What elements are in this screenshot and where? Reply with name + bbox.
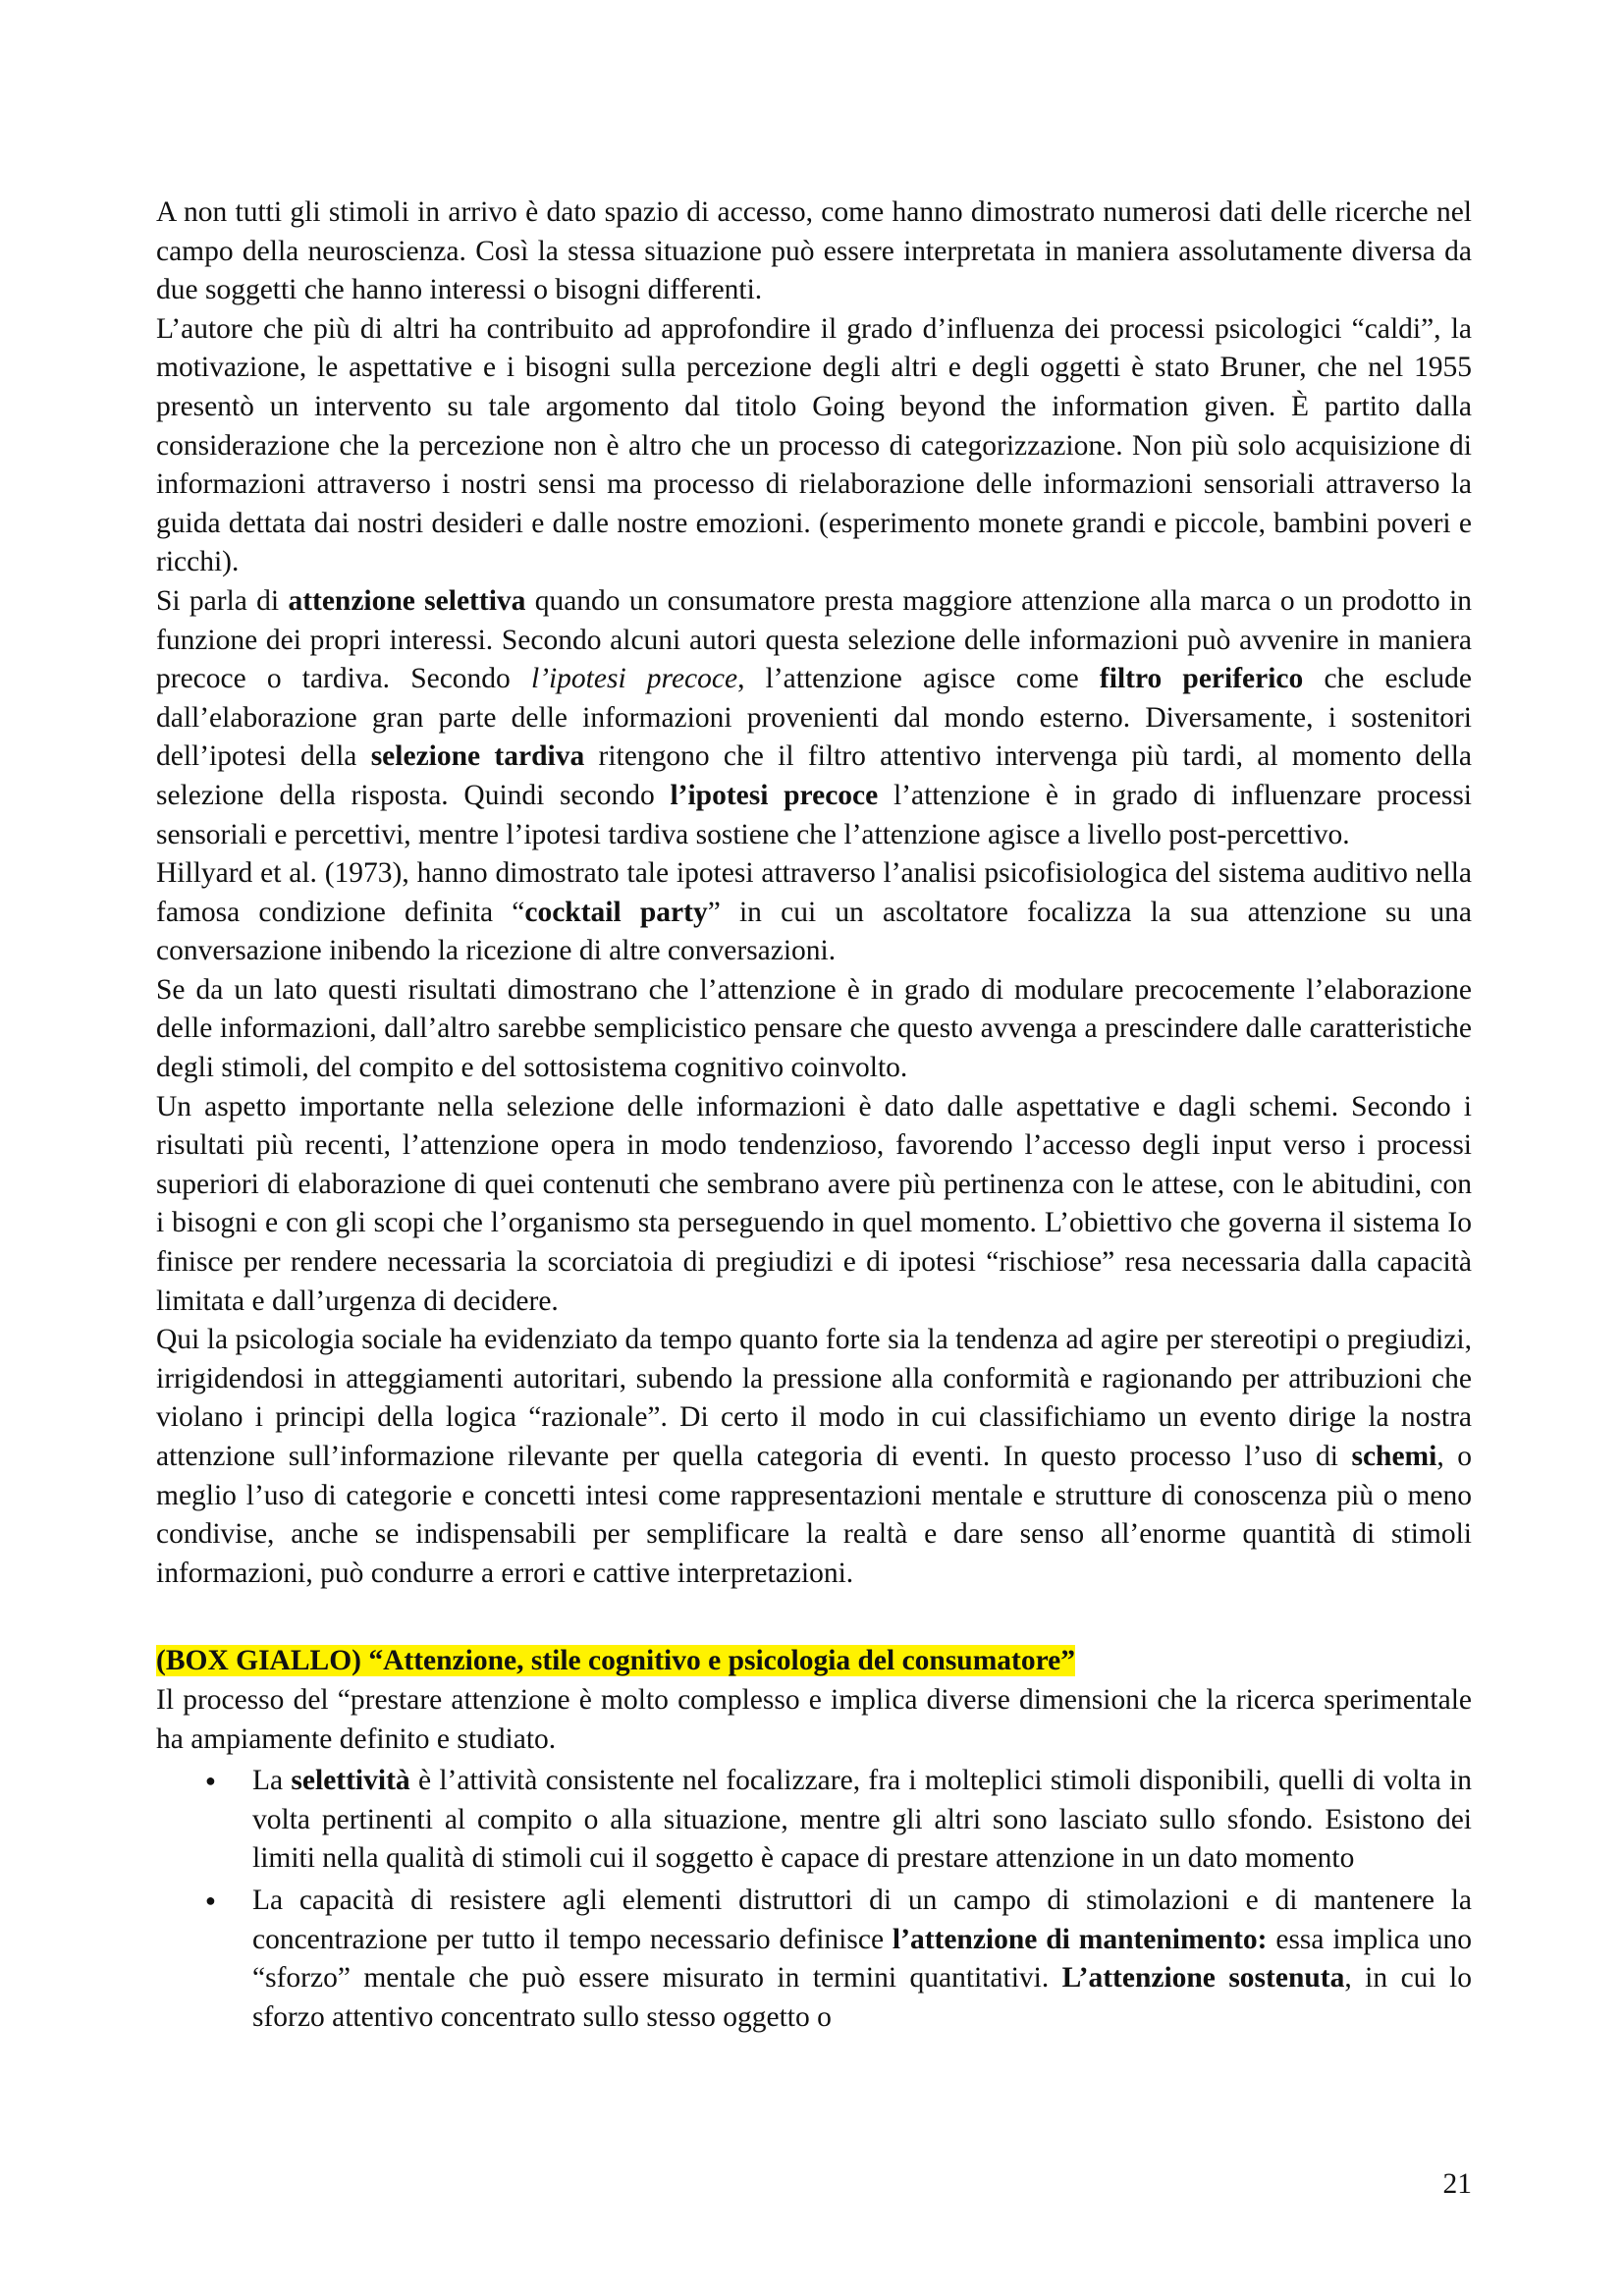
paragraph-5: [156, 971, 1472, 1088]
paragraph-1: [156, 193, 1472, 310]
text-run: che esclude dall’elaborazione gran parte delle informazioni provenienti dal mondo esterno. Diversamente, i sostenitori dell’ipotesi della: [156, 663, 1472, 773]
text-run: l’attenzione è in grado di influenzare processi sensoriali e percettivi, mentre l’ipotesi tardiva sostiene che l’attenzione agisce a livello post-percettivo.: [156, 779, 1472, 850]
text-run: ritengono che il filtro attentivo intervenga più tardi, al momento della selezione della risposta. Quindi secondo: [156, 740, 1472, 811]
term-cocktail-party: cocktail party: [524, 896, 708, 928]
document-body: [156, 193, 1472, 2037]
text-run: Si parla di: [156, 584, 289, 617]
term-ipotesi-precoce-bold: l’ipotesi precoce: [670, 779, 879, 811]
text-run: è l’attività consistente nel focalizzare, fra i molteplici stimoli disponibili, quelli di volta in volta pertinenti al compito o alla situazione, mentre gli altri sono lasciato sullo sfondo. Esistono dei limiti nella qualità di stimoli cui il soggetto è capace di prestare attenzione in un dato momento: [252, 1765, 1472, 1875]
text-run: , in cui lo sforzo attentivo concentrato sullo stesso oggetto o: [252, 1962, 1473, 2033]
term-selezione-tardiva: selezione tardiva: [370, 740, 585, 773]
paragraph-4: [156, 854, 1472, 971]
bullet-list: [156, 1762, 1472, 2037]
box-heading-highlight: (BOX GIALLO) “Attenzione, stile cognitivo e psicologia del consumatore”: [156, 1645, 1076, 1677]
text-run: Hillyard et al. (1973), hanno dimostrato tale ipotesi attraverso l’analisi psicofisiologica del sistema auditivo nella famosa condizione definita “: [156, 857, 1472, 928]
text-run: , l’attenzione agisce come: [737, 663, 1100, 695]
list-item: [156, 1762, 1472, 1879]
page-number: 21: [1442, 2168, 1472, 2200]
term-attenzione-di-mantenimento: l’attenzione di mantenimento:: [892, 1923, 1268, 1955]
box-heading: [156, 1642, 1472, 1681]
term-filtro-periferico: filtro periferico: [1099, 663, 1304, 695]
paragraph-2-text: L’autore che più di altri ha contribuito ad approfondire il grado d’influenza dei processi psicologici “caldi”, la motivazione, le aspettative e i bisogni sulla percezione degli altri e degli oggetti è stato Bruner, che nel 1955 presentò un intervento su tale argomento dal titolo Going beyond the information given. È partito dalla considerazione che la percezione non è altro che un processo di categorizzazione. Non più solo acquisizione di informazioni attraverso i nostri sensi ma processo di rielaborazione delle informazioni sensoriali attraverso la guida dettata dai nostri desideri e dalle nostre emozioni. (esperimento monete grandi e piccole, bambini poveri e ricchi).: [156, 312, 1472, 578]
term-attenzione-sostenuta: L’attenzione sostenuta: [1061, 1962, 1345, 1995]
paragraph-2: [156, 310, 1472, 582]
text-run: essa implica uno “sforzo” mentale che può essere misurato in termini quantitativi.: [252, 1923, 1472, 1995]
term-selettivita: selettività: [291, 1765, 410, 1797]
box-intro: [156, 1681, 1472, 1759]
bullet-icon: ●: [205, 1889, 216, 1910]
list-item: [156, 1882, 1472, 2037]
text-run: La capacità di resistere agli elementi distruttori di un campo di stimolazioni e di mantenere la concentrazione per tutto il tempo necessario definisce: [252, 1884, 1472, 1955]
bullet-icon: ●: [205, 1771, 216, 1791]
paragraph-6-text: Un aspetto importante nella selezione delle informazioni è dato dalle aspettative e dagli schemi. Secondo i risultati più recenti, l’attenzione opera in modo tendenzioso, favorendo l’accesso degli input verso i processi superiori di elaborazione di quei contenuti che sembrano avere più pertinenza con le attese, con le abitudini, con i bisogni e con gli scopi che l’organismo sta perseguendo in quel momento. L’obiettivo che governa il sistema Io finisce per rendere necessaria la scorciatoia di pregiudizi e di ipotesi “rischiose” resa necessaria dalla capacità limitata e dall’urgenza di decidere.: [156, 1090, 1472, 1317]
text-run: Qui la psicologia sociale ha evidenziato da tempo quanto forte sia la tendenza ad agire per stereotipi o pregiudizi, irrigidendosi in atteggiamenti autoritari, subendo la pressione alla conformità e ragionando per attribuzioni che violano i principi della logica “razionale”. Di certo il modo in cui classifichiamo un evento dirige la nostra attenzione sull’informazione rilevante per quella categoria di eventi. In questo processo l’uso di: [156, 1324, 1472, 1472]
paragraph-7: [156, 1321, 1472, 1593]
term-attenzione-selettiva: attenzione selettiva: [288, 584, 526, 617]
paragraph-1-text: A non tutti gli stimoli in arrivo è dato spazio di accesso, come hanno dimostrato numerosi dati delle ricerche nel campo della neuroscienza. Così la stessa situazione può essere interpretata in maniera assolutamente diversa da due soggetti che hanno interessi o bisogni differenti.: [156, 196, 1472, 306]
box-intro-text: Il processo del “prestare attenzione è molto complesso e implica diverse dimensioni che la ricerca sperimentale ha ampiamente definito e studiato.: [156, 1683, 1472, 1755]
paragraph-6: [156, 1088, 1472, 1322]
term-ipotesi-precoce-italic: l’ipotesi precoce: [530, 663, 738, 695]
paragraph-3: [156, 582, 1472, 854]
term-schemi: schemi: [1351, 1441, 1437, 1472]
box-section: [156, 1642, 1472, 2037]
text-run: quando un consumatore presta maggiore attenzione alla marca o un prodotto in funzione dei propri interessi. Secondo alcuni autori questa selezione delle informazioni può avvenire in maniera precoce o tardiva. Secondo: [156, 584, 1472, 695]
text-run: , o meglio l’uso di categorie e concetti intesi come rappresentazioni mentale e strutture di conoscenza più o meno condivise, anche se indispensabili per semplificare la realtà e dare senso all’enorme quantità di stimoli informazioni, può condurre a errori e cattive interpretazioni.: [156, 1441, 1473, 1589]
paragraph-5-text: Se da un lato questi risultati dimostrano che l’attenzione è in grado di modulare precocemente l’elaborazione delle informazioni, dall’altro sarebbe semplicistico pensare che questo avvenga a prescindere dalle caratteristiche degli stimoli, del compito e del sottosistema cognitivo coinvolto.: [156, 973, 1472, 1084]
text-run: ” in cui un ascoltatore focalizza la sua attenzione su una conversazione inibendo la ricezione di altre conversazioni.: [156, 896, 1472, 967]
text-run: La: [252, 1765, 292, 1797]
